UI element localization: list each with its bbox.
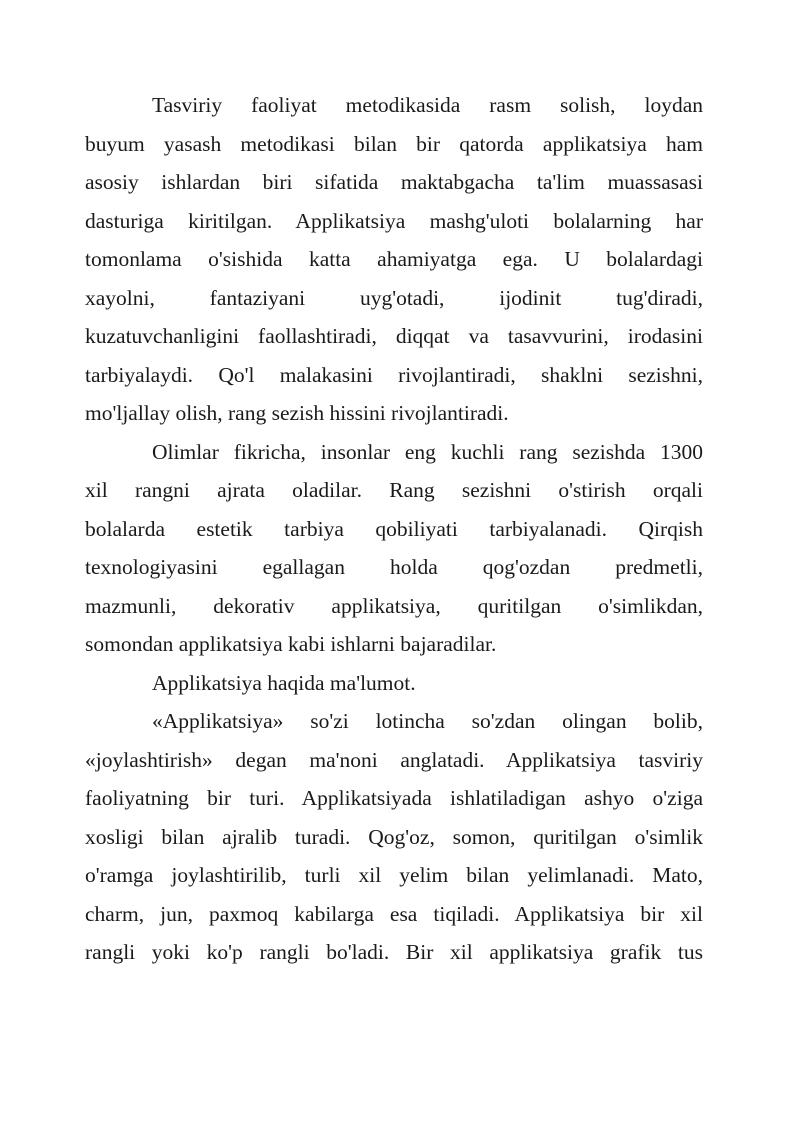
text-line: xosligi bilan ajralib turadi. Qog'oz, somon, quritilgan o'simlik: [85, 824, 703, 849]
section-heading: Applikatsiya haqida ma'lumot.: [152, 670, 416, 695]
text-line: dasturiga kiritilgan. Applikatsiya mashg'uloti bolalarning har: [85, 208, 703, 233]
text-line: asosiy ishlardan biri sifatida maktabgacha ta'lim muassasasi: [85, 170, 703, 194]
paragraph-1: [85, 86, 703, 433]
text-line: xil rangni ajrata oladilar. Rang sezishni o'stirish orqali: [85, 478, 703, 502]
text-line: mazmunli, dekorativ applikatsiya, quritilgan o'simlikdan,: [85, 593, 703, 618]
text-line: faoliyatning bir turi. Applikatsiyada ishlatiladigan ashyo o'ziga: [85, 786, 703, 810]
text-line: «joylashtirish» degan ma'noni anglatadi. Applikatsiya tasviriy: [85, 747, 703, 772]
text-line: rangli yoki ko'p rangli bo'ladi. Bir xil applikatsiya grafik tus: [85, 940, 703, 964]
text-line: tarbiyalaydi. Qo'l malakasini rivojlantiradi, shaklni sezishni,: [85, 362, 703, 387]
text-line: kuzatuvchanligini faollashtiradi, diqqat va tasavvurini, irodasini: [85, 324, 703, 348]
paragraph-3: [85, 664, 703, 703]
text-line: tomonlama o'sishida katta ahamiyatga ega. U bolalardagi: [85, 247, 703, 271]
text-line: Olimlar fikricha, insonlar eng kuchli rang sezishda 1300: [152, 439, 703, 464]
text-line: «Applikatsiya» so'zi lotincha so'zdan olingan bolib,: [152, 709, 703, 733]
text-line: charm, jun, paxmoq kabilarga esa tiqiladi. Applikatsiya bir xil: [85, 901, 703, 926]
text-line: bolalarda estetik tarbiya qobiliyati tarbiyalanadi. Qirqish: [85, 516, 703, 541]
text-line: xayolni, fantaziyani uyg'otadi, ijodinit tug'diradi,: [85, 285, 703, 310]
text-line: o'ramga joylashtirilib, turli xil yelim bilan yelimlanadi. Mato,: [85, 863, 703, 887]
text-line: mo'ljallay olish, rang sezish hissini rivojlantiradi.: [85, 401, 509, 425]
text-line: somondan applikatsiya kabi ishlarni bajaradilar.: [85, 632, 497, 656]
text-line: texnologiyasini egallagan holda qog'ozdan predmetli,: [85, 555, 703, 579]
document-body: [85, 86, 703, 972]
text-line: buyum yasash metodikasi bilan bir qatorda applikatsiya ham: [85, 131, 703, 156]
text-line: Tasviriy faoliyat metodikasida rasm solish, loydan: [152, 93, 703, 117]
paragraph-4: [85, 702, 703, 972]
paragraph-2: [85, 433, 703, 664]
